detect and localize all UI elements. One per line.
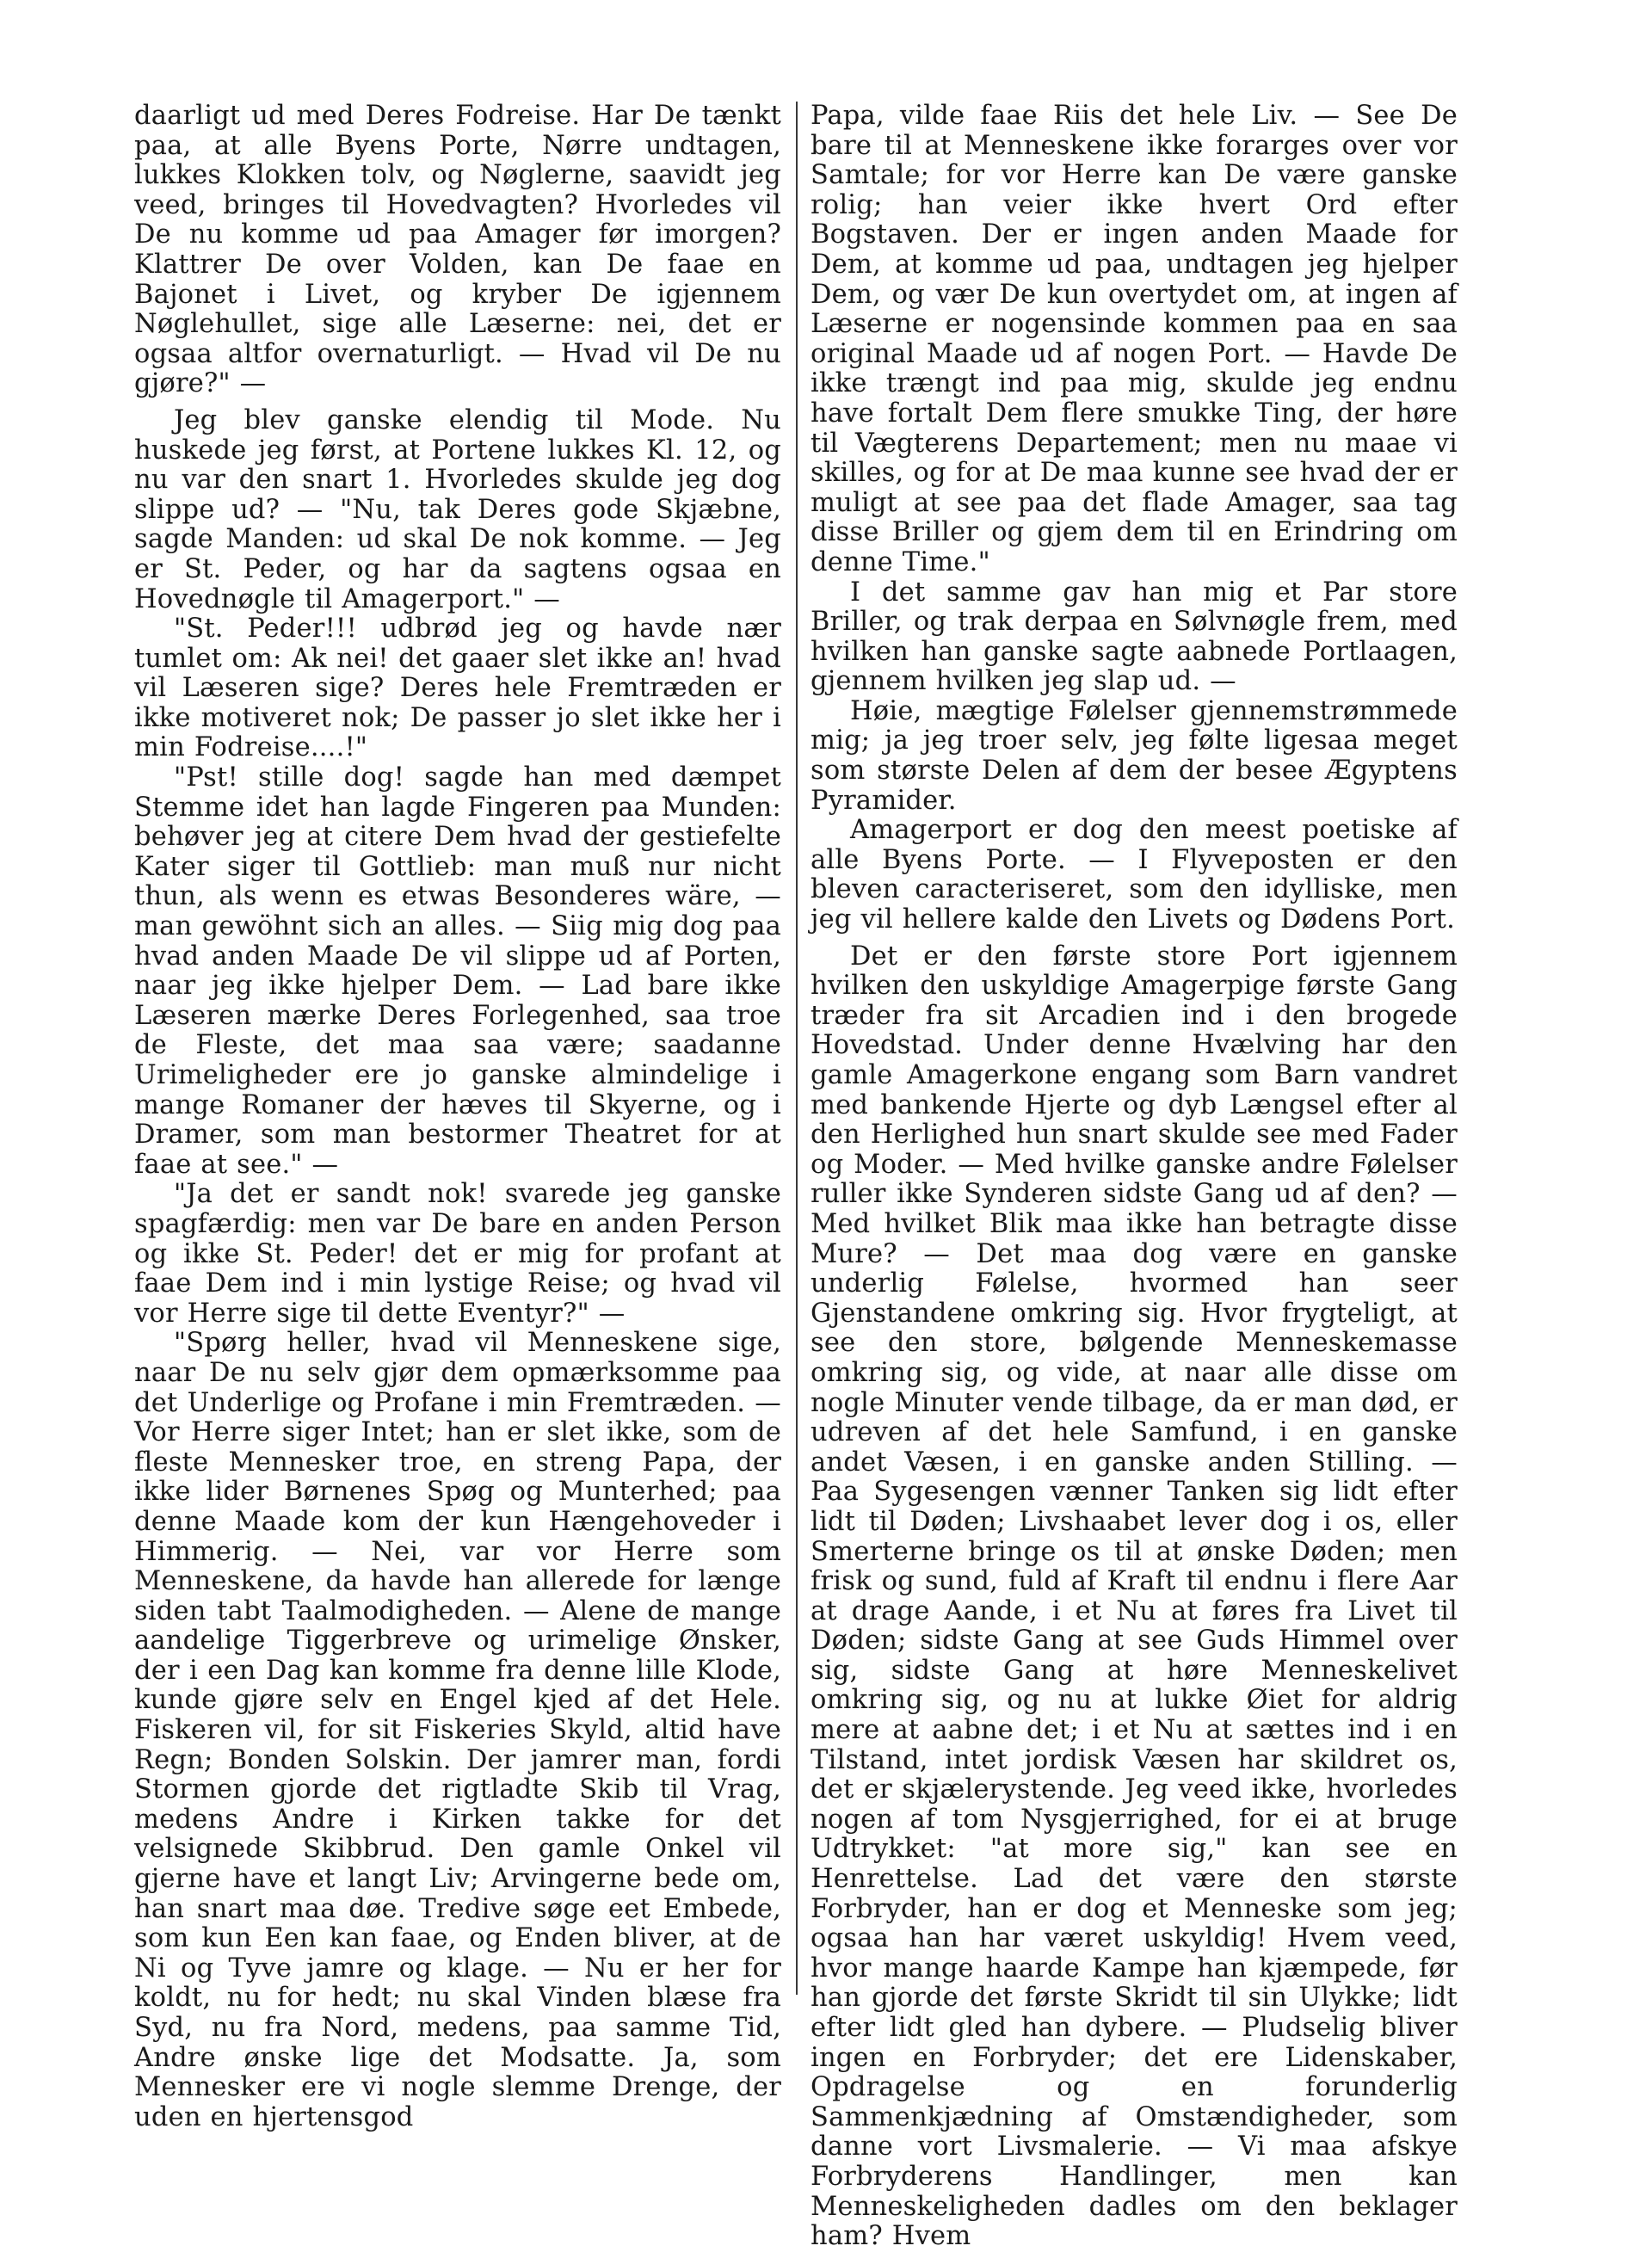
paragraph: "Ja det er sandt nok! svarede jeg ganske spagfærdig: men var De bare en anden Person og ikke St. Peder! det er mig for profant at faae Dem ind i min lystige Reise; og hvad vil vor Herre sige til dette Eventyr?" — [134, 1179, 781, 1329]
right-column [811, 102, 1458, 2252]
paragraph: daarligt ud med Deres Fodreise. Har De tænkt paa, at alle Byens Porte, Nørre undtagen, lukkes Klokken tolv, og Nøglerne, saavidt jeg veed, bringes til Hovedvagten? Hvorledes vil De nu komme ud paa Amager før imorgen? Klattrer De over Volden, kan De faae en Bajonet i Livet, og kryber De igjennem Nøglehullet, sige alle Læserne: nei, det er ogsaa altfor overnaturligt. — Hvad vil De nu gjøre?" — [134, 101, 781, 399]
paragraph: "Pst! stille dog! sagde han med dæmpet Stemme idet han lagde Fingeren paa Munden: behøver jeg at citere Dem hvad der gestiefelte Kater siger til Gottlieb: man muß nur nicht thun, als wenn es etwas Besonderes wäre, — man gewöhnt sich an alles. — Siig mig dog paa hvad anden Maade De vil slippe ud af Porten, naar jeg ikke hjelper Dem. — Lad bare ikke Læseren mærke Deres Forlegenhed, saa troe de Fleste, det maa saa være; saadanne Urimeligheder ere jo ganske almindelige i mange Romaner der hæves til Skyerne, og i Dramer, som man bestormer Theatret for at faae at see." — [134, 762, 781, 1180]
paragraph: Papa, vilde faae Riis det hele Liv. — See De bare til at Menneskene ikke forarges over vor Samtale; for vor Herre kan De være ganske rolig; han veier ikke hvert Ord efter Bogstaven. Der er ingen anden Maade for Dem, at komme ud paa, undtagen jeg hjelper Dem, og vær De kun overtydet om, at ingen af Læserne er nogensinde kommen paa en saa original Maade ud af nogen Port. — Havde De ikke trængt ind paa mig, skulde jeg endnu have fortalt Dem flere smukke Ting, der høre til Vægterens Departement; men nu maae vi skilles, og for at De maa kunne see hvad der er muligt at see paa det flade Amager, saa tag disse Briller og gjem dem til en Erindring om denne Time." [811, 101, 1458, 577]
paragraph: Høie, mægtige Følelser gjennemstrømmede mig; ja jeg troer selv, jeg følte ligesaa meget som største Delen af dem der besee Ægyptens Pyramider. [811, 695, 1458, 816]
paragraph: "Spørg heller, hvad vil Menneskene sige, naar De nu selv gjør dem opmærksomme paa det Underlige og Profane i min Fremtræden. — Vor Herre siger Intet; han er slet ikke, som de fleste Mennesker troe, en streng Papa, der ikke lider Børnenes Spøg og Munterhed; paa denne Maade kom der kun Hængehoveder i Himmerig. — Nei, var vor Herre som Menneskene, da havde han allerede for længe siden tabt Taalmodigheden. — Alene de mange aandelige Tiggerbreve og urimelige Ønsker, der i een Dag kan komme fra denne lille Klode, kunde gjøre selv en Engel kjed af det Hele. Fiskeren vil, for sit Fiskeries Skyld, altid have Regn; Bonden Solskin. Der jamrer man, fordi Stormen gjorde det rigtladte Skib til Vrag, medens Andre i Kirken takke for det velsignede Skibbrud. Den gamle Onkel vil gjerne have et langt Liv; Arvingerne bede om, han snart maa døe. Tredive søge eet Embede, som kun Een kan faae, og Enden bliver, at de Ni og Tyve jamre og klage. — Nu er her for koldt, nu for hedt; nu skal Vinden blæse fra Syd, nu fra Nord, medens, paa samme Tid, Andre ønske lige det Modsatte. Ja, som Mennesker ere vi nogle slemme Drenge, der uden en hjertensgod [134, 1328, 781, 2132]
paragraph: I det samme gav han mig et Par store Briller, og trak derpaa en Sølvnøgle frem, med hvilken han ganske sagte aabnede Portlaagen, gjennem hvilken jeg slap ud. — [811, 577, 1458, 697]
left-column [134, 102, 781, 2132]
paragraph: Amagerport er dog den meest poetiske af alle Byens Porte. — I Flyveposten er den bleven caracteriseret, som den idylliske, men jeg vil hellere kalde den Livets og Dødens Port. [811, 815, 1458, 935]
paragraph: Det er den første store Port igjennem hvilken den uskyldige Amagerpige første Gang træder fra sit Arcadien ind i den brogede Hovedstad. Under denne Hvælving har den gamle Amagerkone engang som Barn vandret med bankende Hjerte og dyb Længsel efter al den Herlighed hun snart skulde see med Fader og Moder. — Med hvilke ganske andre Følelser ruller ikke Synderen sidste Gang ud af den? — Med hvilket Blik maa ikke han betragte disse Mure? — Det maa dog være en ganske underlig Følelse, hvormed han seer Gjenstandene omkring sig. Hvor frygteligt, at see den store, bølgende Menneskemasse omkring sig, og vide, at naar alle disse om nogle Minuter vende tilbage, da er man død, er udreven af det hele Samfund, i en ganske andet Væsen, i en ganske anden Stilling. — Paa Sygesengen vænner Tanken sig lidt efter lidt til Døden; Livshaabet lever dog i os, eller Smerterne bringe os til at ønske Døden; men frisk og sund, fuld af Kraft til endnu i flere Aar at drage Aande, i et Nu at føres fra Livet til Døden; sidste Gang at see Guds Himmel over sig, sidste Gang at høre Menneskelivet omkring sig, og nu at lukke Øiet for aldrig mere at aabne det; i et Nu at sættes ind i en Tilstand, intet jordisk Væsen har skildret os, det er skjælerystende. Jeg veed ikke, hvorledes nogen af tom Nysgjerrighed, for ei at bruge Udtrykket: "at more sig," kan see en Henrettelse. Lad det være den største Forbryder, han er dog et Menneske som jeg; ogsaa han har været uskyldig! Hvem veed, hvor mange haarde Kampe han kjæmpede, før han gjorde det første Skridt til sin Ulykke; lidt efter lidt gled han dybere. — Pludselig bliver ingen en Forbryder; det ere Lidenskaber, Opdragelse og en forunderlig Sammenkjædning af Omstændigheder, som danne vort Livsmalerie. — Vi maa afskye Forbryderens Handlinger, men kan Menneskeligheden dadles om den beklager ham? Hvem [811, 941, 1458, 2252]
paragraph: "St. Peder!!! udbrød jeg og havde nær tumlet om: Ak nei! det gaaer slet ikke an! hvad vil Læseren sige? Deres hele Fremtræden er ikke motiveret nok; De passer jo slet ikke her i min Fodreise....!" [134, 614, 781, 763]
paragraph: Jeg blev ganske elendig til Mode. Nu huskede jeg først, at Portene lukkes Kl. 12, og nu var den snart 1. Hvorledes skulde jeg dog slippe ud? — "Nu, tak Deres gode Skjæbne, sagde Manden: ud skal De nok komme. — Jeg er St. Peder, og har da sagtens ogsaa en Hovednøgle til Amagerport." — [134, 404, 781, 614]
column-divider [796, 102, 798, 1995]
